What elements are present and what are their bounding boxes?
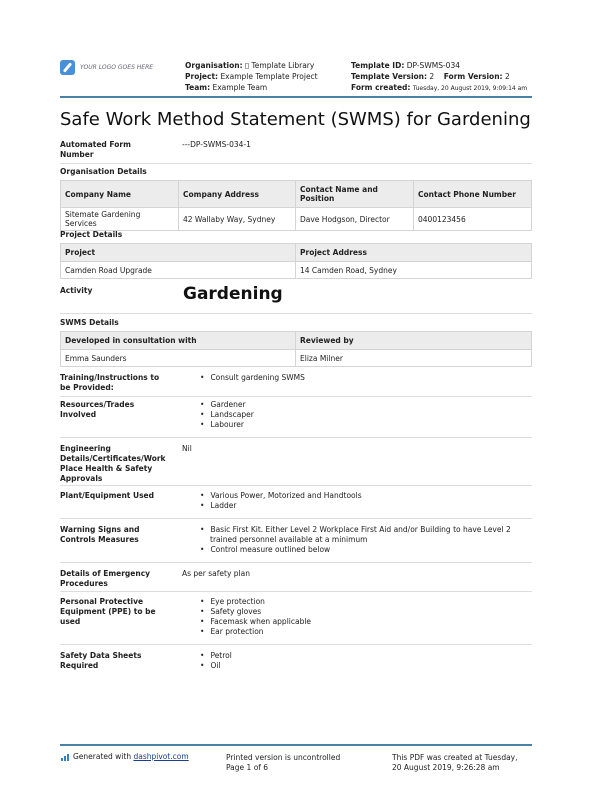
divider [60,591,532,592]
template-version: 2 [429,72,435,81]
field-label: Details of Emergency Procedures [60,569,151,588]
table-row [61,208,532,231]
column-header: Project [61,244,296,262]
column-header: Contact Name and Position [296,181,414,208]
column-header: Project Address [296,244,532,262]
field-value: ---DP-SWMS-034-1 [182,140,251,149]
field-label: Warning Signs and Controls Measures [60,525,140,544]
list-item: • Petrol [200,651,232,661]
list-item: • Eye protection [200,597,311,607]
header-template-info [351,60,527,94]
column-header: Developed in consultation with [61,332,296,350]
field-list [200,400,254,430]
field-label: Activity [60,286,93,295]
page-number: Page 1 of 6 [226,763,269,772]
list-item: • Control measure outlined below [200,545,530,555]
field-label: Automated Form Number [60,140,131,159]
team: Example Team [212,83,268,92]
divider [60,313,532,314]
cell: Dave Hodgson, Director [296,208,414,231]
uncontrolled-notice: Printed version is uncontrolled [226,753,341,762]
divider [60,437,532,438]
bar-chart-icon [61,754,69,761]
list-item: • Ladder [200,501,362,511]
template-id: DP-SWMS-034 [406,61,460,70]
page-title: Safe Work Method Statement (SWMS) for Gardening [60,109,531,130]
divider [60,396,532,397]
generated-text: Generated with [73,752,134,761]
form-version: 2 [504,72,510,81]
field-list [200,491,362,511]
divider [60,518,532,519]
section-heading: SWMS Details [60,318,119,327]
logo [60,60,153,75]
divider [60,644,532,645]
field-label: Safety Data Sheets Required [60,651,142,670]
field-list [200,597,311,637]
field-list [200,651,232,671]
section-heading: Project Details [60,230,123,239]
cell: Eliza Milner [296,350,532,367]
section-heading: Organisation Details [60,167,147,176]
table-row [61,350,532,367]
list-item: • Oil [200,661,232,671]
list-item: • Facemask when applicable [200,617,311,627]
cell: Sitemate Gardening Services [61,208,179,231]
pdf-created: This PDF was created at Tuesday, 20 August 2019, 9:26:28 am [392,753,518,772]
label: Form created: [351,83,411,92]
footer-generated [61,752,189,761]
label: Form Version: [443,72,503,81]
header-divider [60,96,532,98]
footer-middle [226,753,340,773]
project: Example Template Project [220,72,318,81]
column-header: Company Name [61,181,179,208]
field-value: Nil [182,444,192,453]
table-row [61,262,532,279]
list-item: • Basic First Kit. Either Level 2 Workplace First Aid and/or Building to have Level 2 trained personnel available at a minimum [200,525,530,545]
cell: 14 Camden Road, Sydney [296,262,532,279]
label: Organisation: [185,61,243,70]
cell: 42 Wallaby Way, Sydney [179,208,296,231]
project-table [60,243,532,279]
field-label: Training/Instructions to be Provided: [60,373,160,392]
field-value: As per safety plan [182,569,250,578]
list-item: • Various Power, Motorized and Handtools [200,491,362,501]
field-label: Engineering Details/Certificates/Work Place Health & Safety Approvals [60,444,166,483]
label: Project: [185,72,219,81]
field-label: Personal Protective Equipment (PPE) to be used [60,597,156,626]
column-header: Contact Phone Number [414,181,532,208]
cell: 0400123456 [414,208,532,231]
cell: Emma Saunders [61,350,296,367]
logo-text: YOUR LOGO GOES HERE [80,64,154,71]
column-header: Reviewed by [296,332,532,350]
list-item: • Consult gardening SWMS [200,373,305,383]
swms-table [60,331,532,367]
label: Template ID: [351,61,405,70]
divider [60,562,532,563]
field-list [200,373,305,383]
divider [60,485,532,486]
organisation: ▯ Template Library [244,61,315,70]
list-item: • Safety gloves [200,607,311,617]
list-item: • Gardener [200,400,254,410]
footer-divider [60,744,532,746]
field-label: Plant/Equipment Used [60,491,155,500]
form-created: Tuesday, 20 August 2019, 9:09:14 am [412,85,528,92]
header-org-info [185,60,318,93]
list-item: • Labourer [200,420,254,430]
list-item: • Ear protection [200,627,311,637]
list-item: • Landscaper [200,410,254,420]
dashpivot-link[interactable]: dashpivot.com [133,752,189,761]
logo-icon [60,60,75,75]
activity-value: Gardening [183,284,283,304]
label: Team: [185,83,211,92]
field-list [200,525,530,555]
label: Template Version: [351,72,428,81]
divider [60,163,532,164]
organisation-table [60,180,532,231]
column-header: Company Address [179,181,296,208]
field-label: Resources/Trades Involved [60,400,135,419]
cell: Camden Road Upgrade [61,262,296,279]
